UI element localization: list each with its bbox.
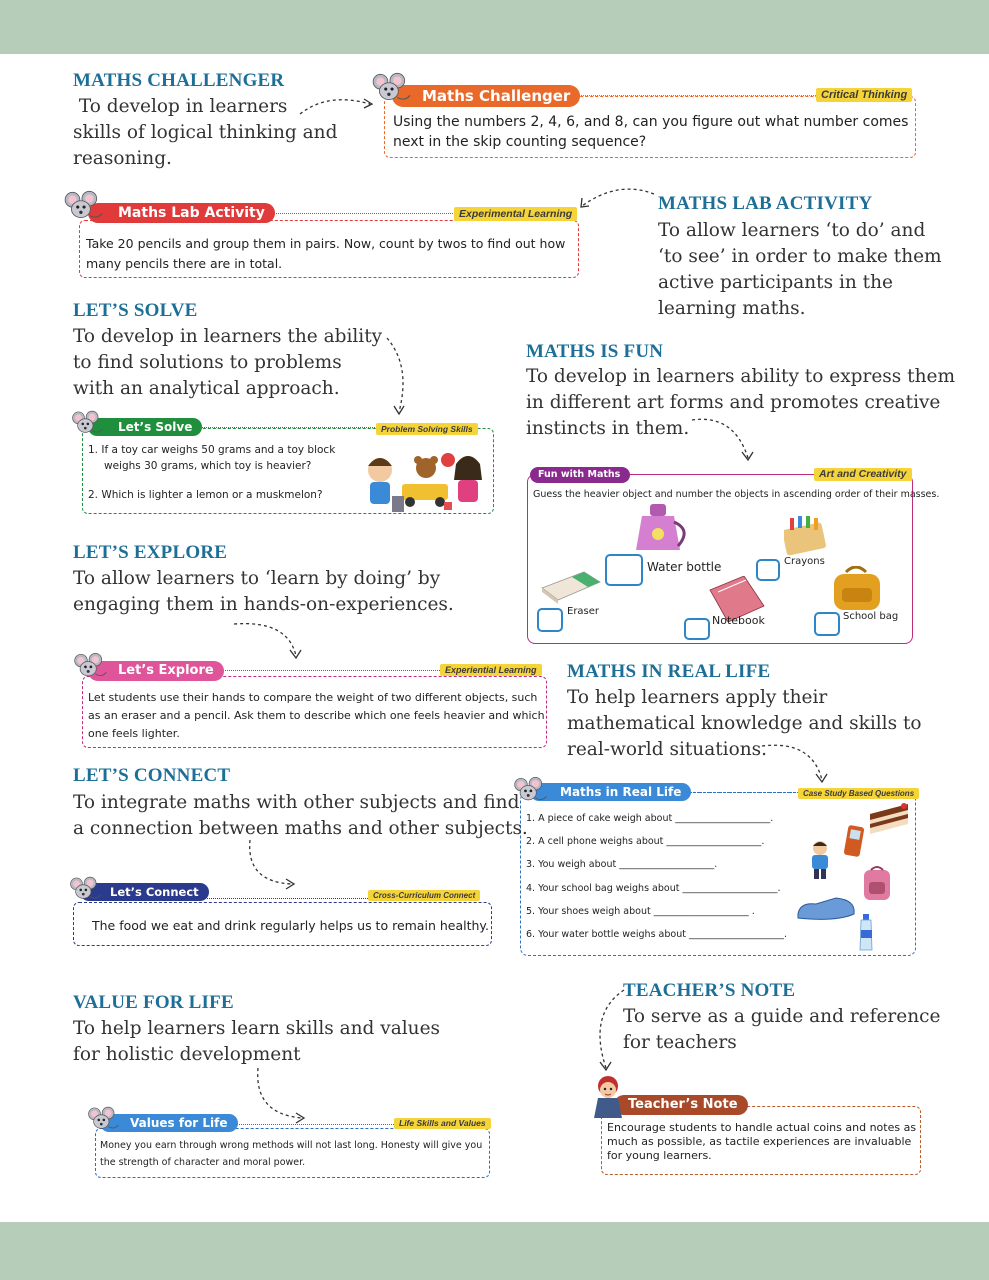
- maths-challenger-text: Using the numbers 2, 4, 6, and 8, can you figure out what number comes next in the skip counting sequence?: [393, 114, 909, 150]
- cross-curriculum-tag: Cross-Curriculum Connect: [368, 890, 480, 901]
- art-creativity-tag: Art and Creativity: [814, 468, 912, 481]
- toys-kids-icon: [356, 440, 491, 516]
- desc-line: instincts in them.: [526, 418, 690, 439]
- desc-line: with an analytical approach.: [73, 378, 340, 399]
- maths-lab-desc: [658, 218, 942, 322]
- top-band: [0, 0, 989, 54]
- teachers-note-desc: [623, 1004, 940, 1056]
- answer-box[interactable]: [537, 608, 563, 632]
- desc-line: a connection between maths and other subjects.: [73, 818, 528, 839]
- notebook-label: Notebook: [712, 614, 765, 627]
- question-line: 4. Your school bag weighs about ____________________.: [526, 882, 781, 894]
- dashed-arrow-icon: [298, 94, 378, 118]
- desc-line: To develop in learners: [73, 96, 288, 117]
- bottle-icon: [858, 914, 874, 952]
- lets-solve-desc: [73, 324, 382, 402]
- lets-solve-q2: 2. Which is lighter a lemon or a muskmelon?: [88, 489, 323, 501]
- desc-line: ‘to see’ in order to make them: [658, 246, 942, 267]
- desc-line: real-world situations.: [567, 739, 768, 760]
- desc-line: To serve as a guide and reference: [623, 1006, 941, 1027]
- dashed-arrow-icon: [252, 1066, 312, 1124]
- value-for-life-pill: Values for Life: [100, 1114, 238, 1132]
- crayons-box-icon: [784, 516, 830, 556]
- divider: [196, 670, 440, 671]
- desc-line: engaging them in hands-on-experiences.: [73, 594, 454, 615]
- maths-is-fun-heading: MATHS IS FUN: [526, 341, 664, 362]
- dashed-arrow-icon: [690, 414, 760, 464]
- maths-real-life-desc: [567, 685, 922, 763]
- boy-icon: [806, 840, 834, 880]
- lets-connect-desc: [73, 790, 528, 842]
- divider: [540, 95, 818, 96]
- question-line: 6. Your water bottle weighs about ____________________.: [526, 929, 787, 941]
- dashed-arrow-icon: [592, 986, 628, 1076]
- mouse-mascot-icon: [370, 72, 412, 104]
- lets-solve-heading: LET’S SOLVE: [73, 300, 198, 321]
- divider: [604, 474, 816, 475]
- crayons-label: Crayons: [784, 556, 825, 567]
- desc-line: for teachers: [623, 1032, 737, 1053]
- divider: [200, 898, 368, 899]
- desc-line: learning maths.: [658, 298, 806, 319]
- mouse-mascot-icon: [68, 876, 102, 902]
- dashed-arrow-icon: [232, 620, 304, 662]
- lets-explore-text: Let students use their hands to compare the weight of two different objects, such as an eraser and a pencil. Ask them to describe which one feels heavier and which one feels lighter.: [88, 691, 545, 740]
- mouse-mascot-icon: [72, 652, 108, 680]
- mouse-mascot-icon: [70, 410, 104, 436]
- desc-line: To help learners apply their: [567, 687, 828, 708]
- cell-phone-icon: [844, 824, 866, 858]
- desc-line: To integrate maths with other subjects and find: [73, 792, 520, 813]
- question-line: 2. A cell phone weighs about ____________________.: [526, 836, 765, 848]
- desc-line: reasoning.: [73, 148, 172, 169]
- lets-connect-text: The food we eat and drink regularly helps us to remain healthy.: [92, 918, 489, 933]
- school-bag-icon: [828, 566, 886, 612]
- teacher-mascot-icon: [592, 1074, 626, 1118]
- maths-challenger-heading: MATHS CHALLENGER: [73, 70, 285, 91]
- answer-box[interactable]: [605, 554, 643, 586]
- backpack-icon: [860, 866, 894, 902]
- maths-lab-pill: Maths Lab Activity: [88, 203, 275, 223]
- teachers-note-pill: Teacher’s Note: [614, 1095, 748, 1115]
- desc-line: mathematical knowledge and skills to: [567, 713, 922, 734]
- desc-line: To develop in learners the ability: [73, 326, 383, 347]
- mouse-mascot-icon: [86, 1106, 120, 1132]
- desc-line: To allow learners ‘to do’ and: [658, 220, 926, 241]
- answer-box[interactable]: [684, 618, 710, 640]
- lets-explore-desc: [73, 566, 454, 618]
- eraser-icon: [538, 568, 604, 604]
- question-line: 1. If a toy car weighs 50 grams and a toy block: [88, 444, 336, 456]
- teachers-note-text: Encourage students to handle actual coins and notes as much as possible, as tactile experiences are invaluable for young learners.: [607, 1121, 917, 1162]
- maths-real-life-heading: MATHS IN REAL LIFE: [567, 661, 771, 682]
- dashed-arrow-icon: [578, 186, 658, 212]
- school-bag-label: School bag: [843, 611, 899, 622]
- maths-lab-heading: MATHS LAB ACTIVITY: [658, 193, 873, 214]
- answer-box[interactable]: [814, 612, 840, 636]
- bottom-band: [0, 1222, 989, 1280]
- dashed-arrow-icon: [385, 336, 415, 418]
- desc-line: To help learners learn skills and values: [73, 1018, 441, 1039]
- question-line: weighs 30 grams, which toy is heavier?: [104, 460, 312, 472]
- question-line: 3. You weigh about ____________________.: [526, 859, 718, 871]
- lets-connect-heading: LET’S CONNECT: [73, 765, 231, 786]
- cake-icon: [868, 800, 912, 836]
- divider: [250, 213, 455, 214]
- desc-line: active participants in the: [658, 272, 893, 293]
- experimental-learning-tag: Experimental Learning: [454, 207, 577, 221]
- value-for-life-desc: [73, 1016, 440, 1068]
- teachers-note-heading: TEACHER’S NOTE: [623, 980, 796, 1001]
- eraser-label: Eraser: [567, 606, 600, 617]
- shoe-icon: [796, 896, 858, 924]
- lets-connect-pill: Let’s Connect: [80, 883, 209, 901]
- desc-line: in different art forms and promotes creative: [526, 392, 941, 413]
- water-bottle-label: Water bottle: [647, 560, 722, 574]
- question-line: 5. Your shoes weigh about ____________________ .: [526, 905, 755, 917]
- maths-is-fun-text: Guess the heavier object and number the objects in ascending order of their masses.: [533, 489, 940, 500]
- value-for-life-text: Money you earn through wrong methods will not last long. Honesty will give you the strength of character and moral power.: [100, 1140, 483, 1168]
- divider: [172, 427, 377, 428]
- value-for-life-heading: VALUE FOR LIFE: [73, 992, 234, 1013]
- critical-thinking-tag: Critical Thinking: [816, 88, 912, 102]
- case-study-tag: Case Study Based Questions: [798, 788, 919, 799]
- desc-line: To develop in learners ability to express them: [526, 366, 955, 387]
- problem-solving-tag: Problem Solving Skills: [376, 423, 478, 435]
- dashed-arrow-icon: [244, 838, 300, 890]
- desc-line: To allow learners to ‘learn by doing’ by: [73, 568, 441, 589]
- lets-explore-pill: Let’s Explore: [88, 661, 224, 681]
- maths-challenger-pill: Maths Challenger: [392, 85, 580, 107]
- life-skills-tag: Life Skills and Values: [394, 1118, 491, 1129]
- desc-line: for holistic development: [73, 1044, 301, 1065]
- maths-real-life-pill: Maths in Real Life: [530, 783, 691, 801]
- maths-lab-text: Take 20 pencils and group them in pairs. Now, count by twos to find out how many pencils there are in total.: [86, 236, 566, 271]
- desc-line: skills of logical thinking and: [73, 122, 338, 143]
- lets-solve-q1: [88, 442, 335, 474]
- dashed-arrow-icon: [760, 740, 832, 786]
- maths-is-fun-pill: Fun with Maths: [530, 467, 630, 483]
- mouse-mascot-icon: [62, 190, 104, 222]
- lets-solve-pill: Let’s Solve: [88, 418, 202, 436]
- water-bottle-icon: [636, 504, 694, 554]
- lets-explore-heading: LET’S EXPLORE: [73, 542, 228, 563]
- real-life-questions: [526, 807, 787, 946]
- desc-line: to find solutions to problems: [73, 352, 342, 373]
- question-line: 1. A piece of cake weigh about ____________________.: [526, 813, 774, 824]
- experiential-learning-tag: Experiential Learning: [440, 664, 542, 676]
